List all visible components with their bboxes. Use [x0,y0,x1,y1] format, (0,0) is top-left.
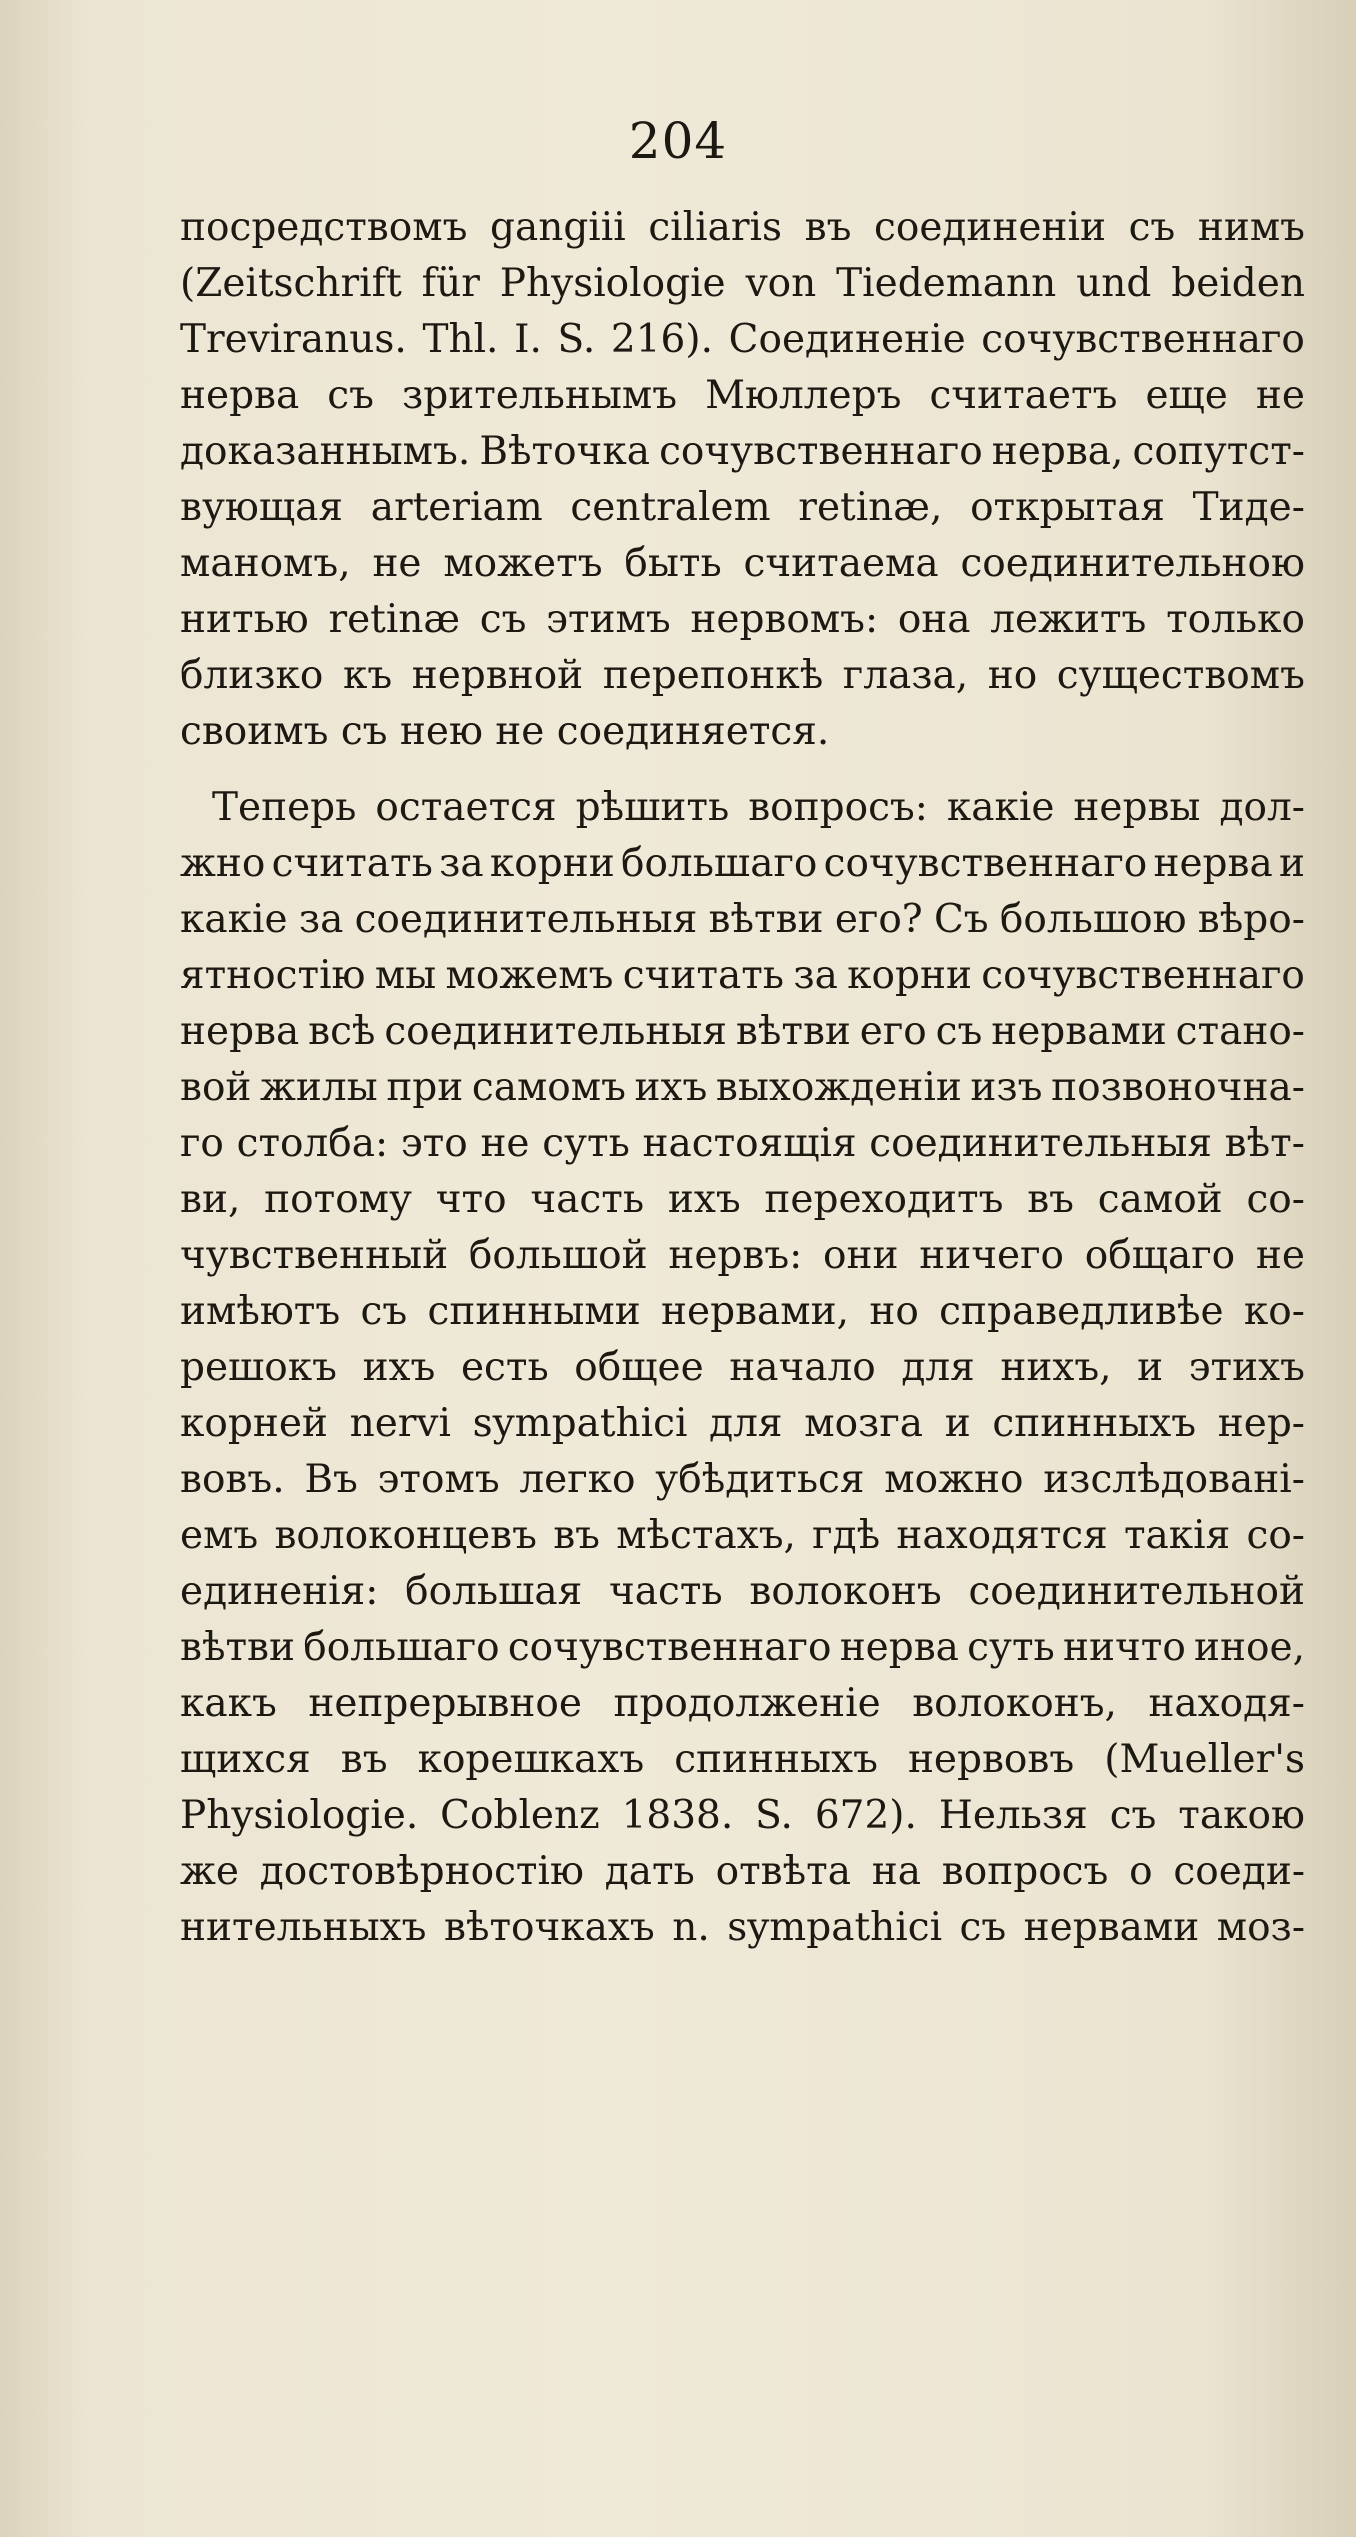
text-line: маномъ, не можетъ быть считаема соединительною [180,541,1305,586]
text-line: же достовѣрностiю дать отвѣта на вопросъ о соеди- [180,1849,1305,1894]
text-line: нерва всѣ соединительныя вѣтви его съ нервами стано- [180,1009,1305,1054]
text-line: близко къ нервной перепонкѣ глаза, но существомъ [180,653,1305,698]
text-line: Physiologie. Coblenz 1838. S. 672). Нельзя съ такою [180,1793,1305,1838]
text-line: нительныхъ вѣточкахъ n. sympathici съ нервами моз- [180,1905,1305,1950]
text-line: чувственный большой нервъ: они ничего общаго не [180,1233,1305,1278]
text-line: Теперь остается рѣшить вопросъ: какiе нервы дол- [212,785,1305,830]
text-line: го столба: это не суть настоящiя соединительныя вѣт- [180,1121,1305,1166]
page-number: 204 [628,112,728,170]
text-line: вой жилы при самомъ ихъ выхожденiи изъ позвоночна- [180,1065,1305,1110]
text-line: ятностiю мы можемъ считать за корни сочувственнаго [180,953,1305,998]
text-line: нитью retinæ съ этимъ нервомъ: она лежитъ только [180,597,1305,642]
text-line: щихся въ корешкахъ спинныхъ нервовъ (Mueller's [180,1737,1305,1782]
text-line: емъ волоконцевъ въ мѣстахъ, гдѣ находятся такiя со- [180,1513,1305,1558]
text-line: доказаннымъ. Вѣточка сочувственнаго нерва, сопутст- [180,429,1305,474]
text-line: единенiя: большая часть волоконъ соединительной [180,1569,1305,1614]
text-line: посредствомъ gangiii ciliaris въ соединенiи съ нимъ [180,205,1305,250]
text-line: имѣютъ съ спинными нервами, но справедливѣе ко- [180,1289,1305,1334]
text-line: какiе за соединительныя вѣтви его? Съ большою вѣро- [180,897,1305,942]
body-text [180,200,1305,1956]
text-line: (Zeitschrift für Physiologie von Tiedemann und beiden [180,261,1305,306]
text-line: вующая arteriam centralem retinæ, открытая Тиде- [180,485,1305,530]
text-line: какъ непрерывное продолженiе волоконъ, находя- [180,1681,1305,1726]
text-line: корней nervi sympathici для мозга и спинныхъ нер- [180,1401,1305,1446]
text-line: Treviranus. Thl. I. S. 216). Соединенiе сочувственнаго [180,317,1305,362]
text-line: вѣтви большаго сочувственнаго нерва суть ничто иное, [180,1625,1305,1670]
text-line: нерва съ зрительнымъ Мюллеръ считаетъ еще не [180,373,1305,418]
text-line: ви, потому что часть ихъ переходитъ въ самой со- [180,1177,1305,1222]
paragraph-gap [180,760,1305,780]
text-line: вовъ. Въ этомъ легко убѣдиться можно изслѣдованi- [180,1457,1305,1502]
text-line: своимъ съ нею не соединяется. [180,709,830,754]
text-line: жно считать за корни большаго сочувственнаго нерва и [180,841,1305,886]
text-line: решокъ ихъ есть общее начало для нихъ, и этихъ [180,1345,1305,1390]
